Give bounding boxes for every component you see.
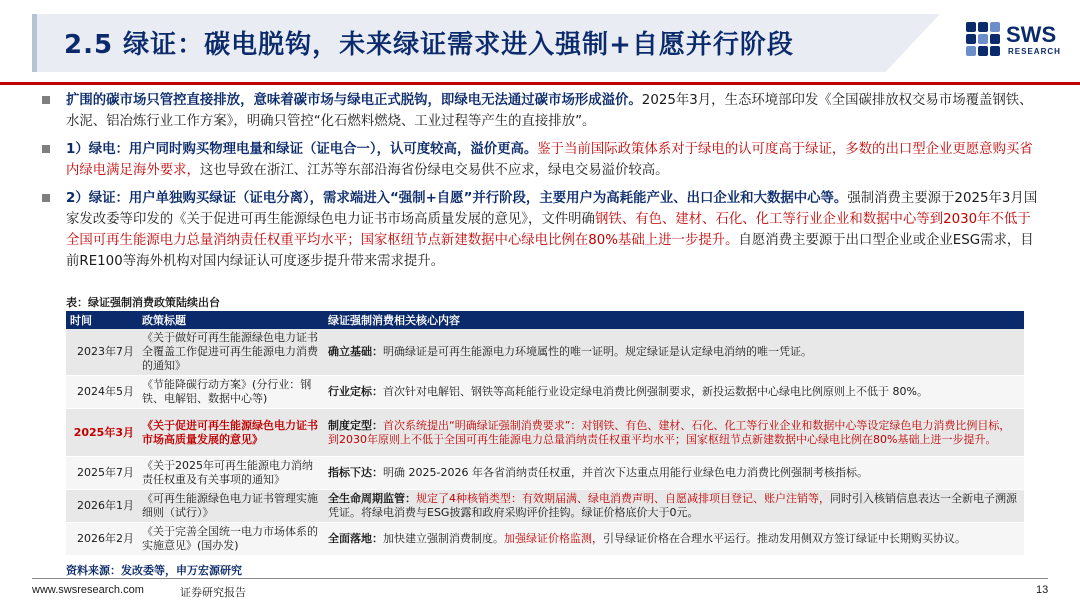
table-row xyxy=(66,409,1024,457)
row-content-text: 加快建立强制消费制度。 xyxy=(383,532,504,545)
row-policy: 《可再生能源绿色电力证书管理实施细则（试行）》 xyxy=(138,490,324,523)
sws-logo-mark-icon xyxy=(966,22,1000,56)
col-header-policy: 政策标题 xyxy=(138,311,324,329)
row-content-label: 制度定型： xyxy=(328,418,383,432)
logo-subtext: RESEARCH xyxy=(1008,47,1061,56)
row-time: 2025年7月 xyxy=(66,457,138,490)
row-content-text: 明确 2025-2026 年各省消纳责任权重，并首次下达重点用能行业绿色电力消费比例强制考核指标。 xyxy=(383,466,868,479)
footer-divider xyxy=(32,578,1048,579)
row-time: 2026年2月 xyxy=(66,523,138,556)
row-content xyxy=(324,457,1024,490)
bullet-text: 2025年3月，生态环境部印发《全国碳排放权交易市场覆盖钢铁、水泥、铝冶炼行业工作方案》，明确只管控“化石燃料燃烧、工业过程等产生的直接排放”。 xyxy=(66,93,1033,129)
footer-report-name: 证券研究报告 xyxy=(180,586,246,599)
col-header-time: 时间 xyxy=(66,311,138,329)
row-policy: 《关于完善全国统一电力市场体系的实施意见》(国办发) xyxy=(138,523,324,556)
row-policy: 《关于2025年可再生能源电力消纳责任权重及有关事项的通知》 xyxy=(138,457,324,490)
row-content-red: 规定了4种核销类型：有效期届满、绿电消费声明、自愿减排项目登记、账户注销等， xyxy=(416,492,830,505)
bullet-text: 自愿消费主要源于出口型企业或企业ESG需求，目前RE100等海外机构对国内绿证认可度逐步提升带来需求提升。 xyxy=(66,233,1034,269)
row-content-label: 指标下达： xyxy=(328,466,383,479)
row-content xyxy=(324,523,1024,556)
bullet-text: 2）绿证：用户单独购买绿证（证电分离），需求端进入“强制+自愿”并行阶段，主要用户为高耗能产业、出口企业和大数据中心等。 xyxy=(66,191,848,206)
bullet-square-icon xyxy=(42,145,50,153)
row-content-text: 引导绿证价格在合理水平运行。推动发用侧双方签订绿证中长期购买协议。 xyxy=(603,532,966,545)
title-underline xyxy=(0,82,1080,85)
bullet-item-2 xyxy=(42,139,1042,181)
policy-table xyxy=(66,311,1024,556)
slide-header xyxy=(0,0,1080,86)
row-content xyxy=(324,376,1024,409)
row-policy: 《关于促进可再生能源绿色电力证书市场高质量发展的意见》 xyxy=(138,409,324,457)
bullet-item-1 xyxy=(42,90,1042,132)
bullet-text: 钢铁、有色、建材、石化、化工等行业企业和数据中心等到2030年不低于全国可再生能源电力总量消纳责任权重平均水平；国家枢纽节点新建数据中心绿电比例在80%基础上进一步提升。 xyxy=(66,212,1031,248)
row-content-text: 首次针对电解铝、钢铁等高耗能行业设定绿电消费比例强制要求，新投运数据中心绿电比例原则上不低于 80%。 xyxy=(383,385,928,398)
row-content-red: 加强绿证价格监测， xyxy=(504,532,603,545)
footer-url-link[interactable]: www.swsresearch.com xyxy=(32,584,144,596)
bullet-square-icon xyxy=(42,96,50,104)
row-time: 2026年1月 xyxy=(66,490,138,523)
slide-title: 2.5 绿证：碳电脱钩，未来绿证需求进入强制+自愿并行阶段 xyxy=(64,30,794,60)
table-header-row xyxy=(66,311,1024,329)
source-note: 资料来源：发改委等，申万宏源研究 xyxy=(66,564,242,577)
bullet-list xyxy=(42,90,1042,279)
row-content xyxy=(324,490,1024,523)
bullet-square-icon xyxy=(42,194,50,202)
table-row xyxy=(66,376,1024,409)
row-content-label: 确立基础： xyxy=(328,345,383,358)
table-row xyxy=(66,457,1024,490)
row-content-label: 全生命周期监管： xyxy=(328,492,416,505)
bullet-text: 强制消费主要源于2025年3月国家发改委等印发的《关于促进可再生能源绿色电力证书市场高质量发展的意见》，文件明确 xyxy=(66,191,1038,227)
row-time: 2024年5月 xyxy=(66,376,138,409)
logo-text: SWS xyxy=(1006,22,1057,47)
table-row xyxy=(66,490,1024,523)
row-policy: 《关于做好可再生能源绿色电力证书全覆盖工作促进可再生能源电力消费的通知》 xyxy=(138,329,324,376)
table-row xyxy=(66,329,1024,376)
bullet-text: 这也导致在浙江、江苏等东部沿海省份绿电交易供不应求，绿电交易溢价较高。 xyxy=(199,163,669,178)
table-caption: 表：绿证强制消费政策陆续出台 xyxy=(66,296,220,309)
row-content-red: 首次系统提出“明确绿证强制消费要求”：对钢铁、有色、建材、石化、化工等行业企业和数据中心等设定绿色电力消费比例目标，到2030年原则上不低于全国可再生能源电力总量消纳责任权重平均水平；国家枢纽节点新建数据中心绿电比例在80%基础上进一步提升。 xyxy=(328,418,1011,446)
table-row xyxy=(66,523,1024,556)
row-content xyxy=(324,329,1024,376)
bullet-text: 扩围的碳市场只管控直接排放，意味着碳市场与绿电正式脱钩，即绿电无法通过碳市场形成溢价。 xyxy=(66,93,642,108)
row-content xyxy=(324,409,1024,457)
row-time: 2025年3月 xyxy=(66,409,138,457)
row-content-label: 全面落地： xyxy=(328,532,383,545)
bullet-text: 鉴于当前国际政策体系对于绿电的认可度高于绿证，多数的出口型企业更愿意购买省内绿电满足海外要求， xyxy=(66,142,1033,178)
bullet-text: 1）绿电：用户同时购买物理电量和绿证（证电合一），认可度较高，溢价更高。 xyxy=(66,142,538,157)
row-policy: 《节能降碳行动方案》(分行业：钢铁、电解铝、数据中心等) xyxy=(138,376,324,409)
row-content-text: 明确绿证是可再生能源电力环境属性的唯一证明。规定绿证是认定绿电消纳的唯一凭证。 xyxy=(383,345,812,358)
row-content-label: 行业定标： xyxy=(328,385,383,398)
row-content-text: 同时引入核销信息表达一全新电子溯源凭证。将绿电消费与ESG披露和政府采购评价挂钩。绿证价格底价大于0元。 xyxy=(328,492,1017,519)
sws-logo xyxy=(966,20,1070,64)
page-number: 13 xyxy=(1036,584,1049,596)
bullet-item-3 xyxy=(42,188,1042,272)
row-time: 2023年7月 xyxy=(66,329,138,376)
col-header-content: 绿证强制消费相关核心内容 xyxy=(324,311,1024,329)
